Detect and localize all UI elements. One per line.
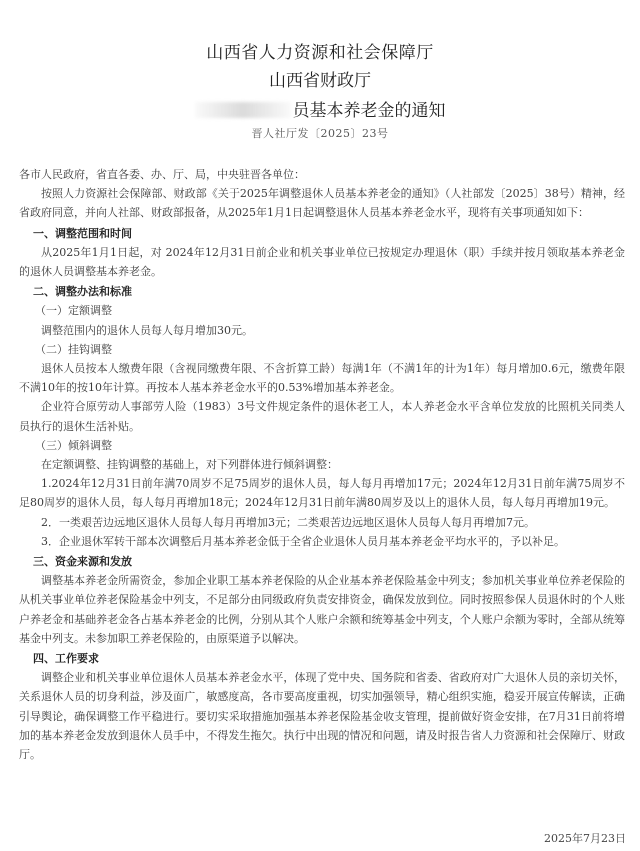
section-heading-3: 三、资金来源和发放 xyxy=(33,555,132,569)
subsection-fixed-text: 调整范围内的退休人员每人每月增加30元。 xyxy=(41,323,253,337)
tilted-item-1: 1.2024年12月31日前年满70周岁不足75周岁的退休人员，每人每月再增加17元；2024年12月31日前年满75周岁不足80周岁的退休人员，每人每月再增加18元；2024年12月31日前年满80周岁及以上的退休人员，每人每月再增加19元。 xyxy=(19,477,625,510)
issue-date: 2025年7月23日 xyxy=(544,832,626,845)
document-number: 晋人社厅发〔2025〕23号 xyxy=(251,127,389,140)
subsection-heading-fixed: （一）定额调整 xyxy=(35,304,112,318)
section-heading-4: 四、工作要求 xyxy=(33,652,99,666)
subsection-tilted-text: 在定额调整、挂钩调整的基础上，对下列群体进行倾斜调整： xyxy=(41,458,338,472)
subsection-linked-text-1: 退休人员按本人缴费年限（含视同缴费年限、不含折算工龄）每满1年（不满1年的计为1年）每月增加0.6元，缴费年限不满10年的按10年计算。再按本人基本养老金水平的0.53%增加基本养老金。 xyxy=(19,362,625,395)
section-3-text: 调整基本养老金所需资金，参加企业职工基本养老保险的从企业基本养老保险基金中列支；参加机关事业单位养老保险的从机关事业单位养老保险基金中列支，不足部分由同级政府负责安排资金，确保发放到位。同时按照参保人员退休时的个人账户养老金和基础养老金各占基本养老金的比例，分别从其个人账户余额和统筹基金中列支，个人账户余额为零时，全部从统筹基金中列支。未参加职工养老保险的，由原渠道予以解决。 xyxy=(19,574,625,645)
blurred-title-portion xyxy=(195,102,291,118)
salutation: 各市人民政府，省直各委、办、厅、局，中央驻晋各单位： xyxy=(19,168,305,181)
subsection-heading-tilted: （三）倾斜调整 xyxy=(35,438,112,452)
intro-paragraph: 按照人力资源社会保障部、财政部《关于2025年调整退休人员基本养老金的通知》（人社部发〔2025〕38号）精神，经省政府同意，并向人社部、财政部报备，从2025年1月1日起调整退休人员基本养老金水平，现将有关事项通知如下： xyxy=(19,187,625,220)
subsection-linked-text-2: 企业符合原劳动人事部劳人险（1983）3号文件规定条件的退休老工人，本人养老金水平含单位发放的比照机关同类人员执行的退休生活补贴。 xyxy=(19,400,625,433)
section-heading-2: 二、调整办法和标准 xyxy=(33,285,132,299)
section-1-text: 从2025年1月1日起，对 2024年12月31日前企业和机关事业单位已按规定办理退休（职）手续并按月领取基本养老金的退休人员调整基本养老金。 xyxy=(19,245,625,279)
issuer-title-hrss: 山西省人力资源和社会保障厅 xyxy=(206,43,434,63)
document-body xyxy=(19,165,625,764)
subsection-heading-linked: （二）挂钩调整 xyxy=(35,342,112,356)
tilted-item-2: 2．一类艰苦边远地区退休人员每人每月再增加3元；二类艰苦边远地区退休人员每人每月再增加7元。 xyxy=(41,515,535,529)
section-4-text: 调整企业和机关事业单位退休人员基本养老金水平，体现了党中央、国务院和省委、省政府对广大退休人员的亲切关怀，关系退休人员的切身利益，涉及面广，敏感度高，各市要高度重视，切实加强领导，精心组织实施，稳妥开展宣传解读，正确引导舆论，确保调整工作平稳进行。要切实采取措施加强基本养老保险基金收支管理，提前做好资金安排，在7月31日前将增加的基本养老金发放到退休人员手中，不得发生拖欠。执行中出现的情况和问题，请及时报告省人力资源和社会保障厅、财政厅。 xyxy=(19,671,625,762)
tilted-item-3: 3．企业退休军转干部本次调整后月基本养老金低于全省企业退休人员月基本养老金平均水平的，予以补足。 xyxy=(41,534,565,548)
issuer-title-finance: 山西省财政厅 xyxy=(269,71,371,91)
notice-title xyxy=(0,96,640,121)
section-heading-1: 一、调整范围和时间 xyxy=(33,226,132,240)
notice-title-visible: 员基本养老金的通知 xyxy=(292,101,446,121)
